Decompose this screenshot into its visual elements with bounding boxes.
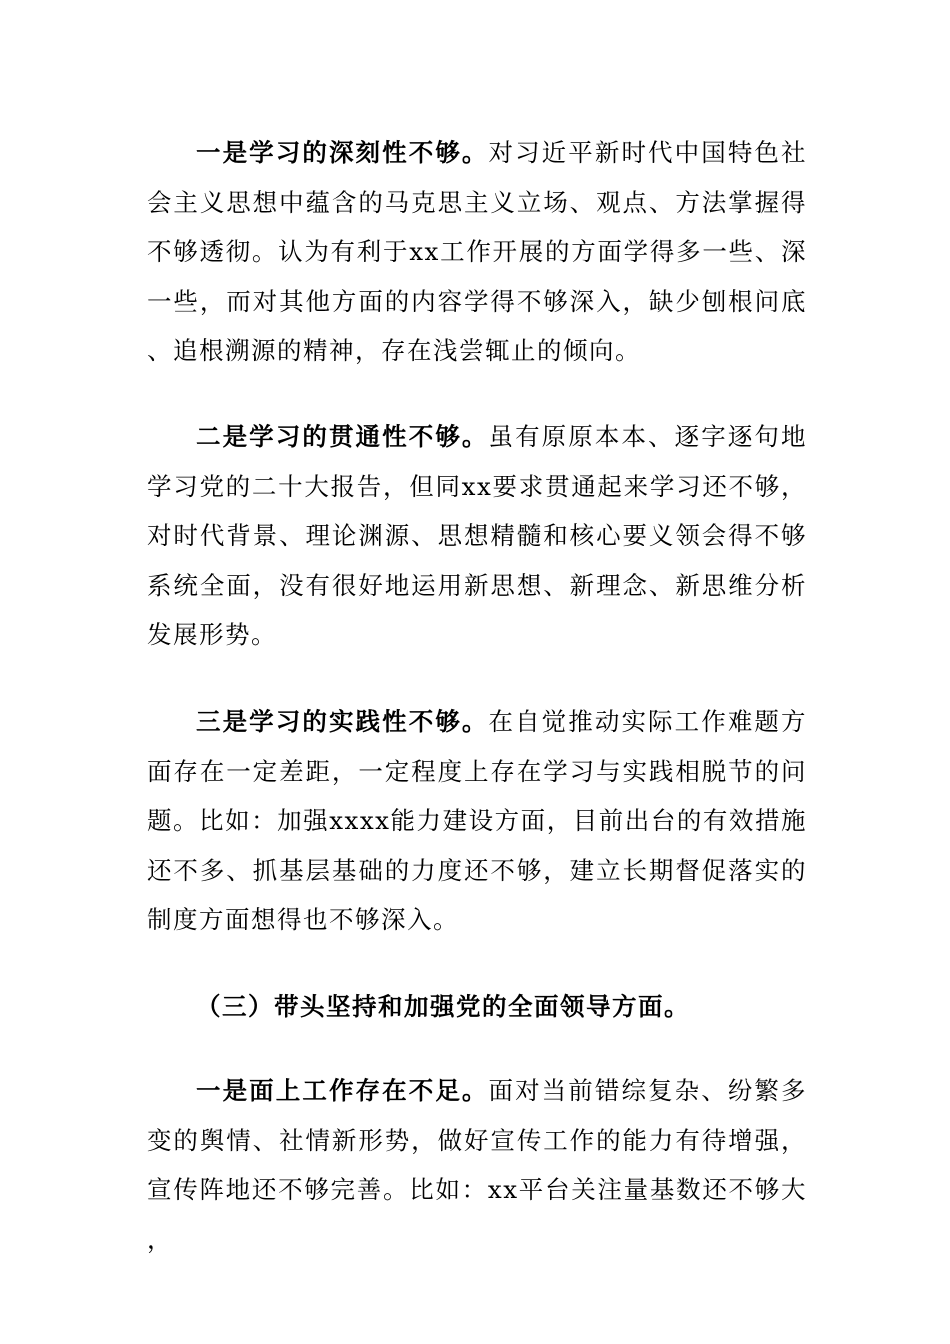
- paragraph-body: 在自觉推动实际工作难题方面存在一定差距，一定程度上存在学习与实践相脱节的问题。比如：加强xxxx能力建设方面，目前出台的有效措施还不多、抓基层基础的力度还不够，建立长期督促落实的制度方面想得也不够深入。: [147, 707, 807, 935]
- section-heading: （三）带头坚持和加强党的全面领导方面。: [196, 992, 690, 1021]
- paragraph-lead: 一是学习的深刻性不够。: [196, 138, 489, 167]
- paragraph-body: 面对当前错综复杂、纷繁多变的舆情、社情新形势，做好宣传工作的能力有待增强，宣传阵地还不够完善。比如：xx平台关注量基数还不够大，: [147, 1076, 807, 1254]
- paragraph-work-shortfall: [147, 1066, 807, 1264]
- paragraph-lead: 三是学习的实践性不够。: [196, 707, 489, 736]
- paragraph-study-depth: [147, 128, 807, 376]
- paragraph-body: 虽有原原本本、逐字逐句地学习党的二十大报告，但同xx要求贯通起来学习还不够，对时代背景、理论渊源、思想精髓和核心要义领会得不够系统全面，没有很好地运用新思想、新理念、新思维分析发展形势。: [147, 422, 807, 650]
- paragraph-lead: 二是学习的贯通性不够。: [196, 422, 489, 451]
- paragraph-lead: 一是面上工作存在不足。: [196, 1076, 489, 1105]
- paragraph-study-coherence: [147, 412, 807, 660]
- paragraph-study-practice: [147, 697, 807, 945]
- paragraph-body: 对习近平新时代中国特色社会主义思想中蕴含的马克思主义立场、观点、方法掌握得不够透彻。认为有利于xx工作开展的方面学得多一些、深一些，而对其他方面的内容学得不够深入，缺少刨根问底、追根溯源的精神，存在浅尝辄止的倾向。: [147, 138, 807, 366]
